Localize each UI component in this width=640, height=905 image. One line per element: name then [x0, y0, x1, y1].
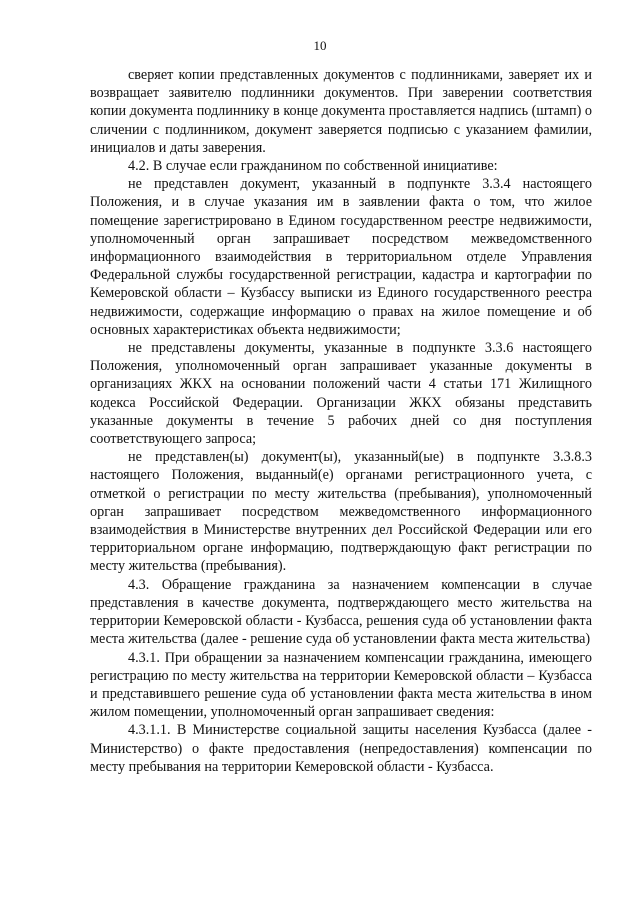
- paragraph-4-2-heading: 4.2. В случае если гражданином по собственной инициативе:: [128, 158, 498, 175]
- paragraph-documents-3-3-6: не представлены документы, указанные в подпункте 3.3.6 настоящего Положения, уполномоченный орган запрашивает указанные документы в организациях ЖКХ на основании положений части 4 статьи 171 Жилищного кодекса Российской Федерации. Организации ЖКХ обязаны представить указанные документы в течение 5 рабочих дней со дня поступления соответствующего запроса;: [90, 340, 592, 448]
- document-body: [90, 66, 592, 776]
- paragraph-document-3-3-4: не представлен документ, указанный в подпункте 3.3.4 настоящего Положения, и в случае указания им в заявлении факта о том, что жилое помещение зарегистрировано в Едином государственном реестре недвижимости, уполномоченный орган запрашивает посредством межведомственного информационного взаимодействия в территориальном отделе Управления Федеральной службы государственной регистрации, кадастра и картографии по Кемеровской области – Кузбассу выписки из Единого государственного реестра недвижимости, содержащие информацию о правах на жилое помещение и об основных характеристиках объекта недвижимости;: [90, 176, 592, 338]
- page-number: 10: [313, 38, 327, 53]
- paragraph-4-3-1: 4.3.1. При обращении за назначением компенсации гражданина, имеющего регистрацию по месту жительства на территории Кемеровской области – Кузбасса и представившего решение суда об установлении факта места жительства в ином жилом помещении, уполномоченный орган запрашивает сведения:: [90, 649, 592, 721]
- paragraph-4-3-1-1: 4.3.1.1. В Министерстве социальной защиты населения Кузбасса (далее - Министерство) о факте предоставления (непредоставления) компенсации по месту пребывания на территории Кемеровской области - Кузбасса.: [90, 722, 592, 775]
- paragraph-4-3: 4.3. Обращение гражданина за назначением компенсации в случае представления в качестве документа, подтверждающего место жительства на территории Кемеровской области - Кузбасса, решения суда об установлении факта места жительства (далее - решение суда об установлении факта места жительства): [90, 576, 592, 648]
- paragraph-verification: сверяет копии представленных документов с подлинниками, заверяет их и возвращает заявителю подлинники документов. При заверении соответствия копии документа подлиннику в конце документа проставляется надпись (штамп) о сличении с подлинником, документ заверяется подписью с указанием фамилии, инициалов и даты заверения.: [90, 67, 592, 156]
- paragraph-document-3-3-8-3: не представлен(ы) документ(ы), указанный(ые) в подпункте 3.3.8.3 настоящего Положения, выданный(е) органами регистрационного учета, с отметкой о регистрации по месту жительства (пребывания), уполномоченный орган запрашивает посредством межведомственного информационного взаимодействия в Министерстве внутренних дел Российской Федерации или его территориальном органе информацию, подтверждающую факт регистрации по месту жительства (пребывания).: [90, 449, 592, 575]
